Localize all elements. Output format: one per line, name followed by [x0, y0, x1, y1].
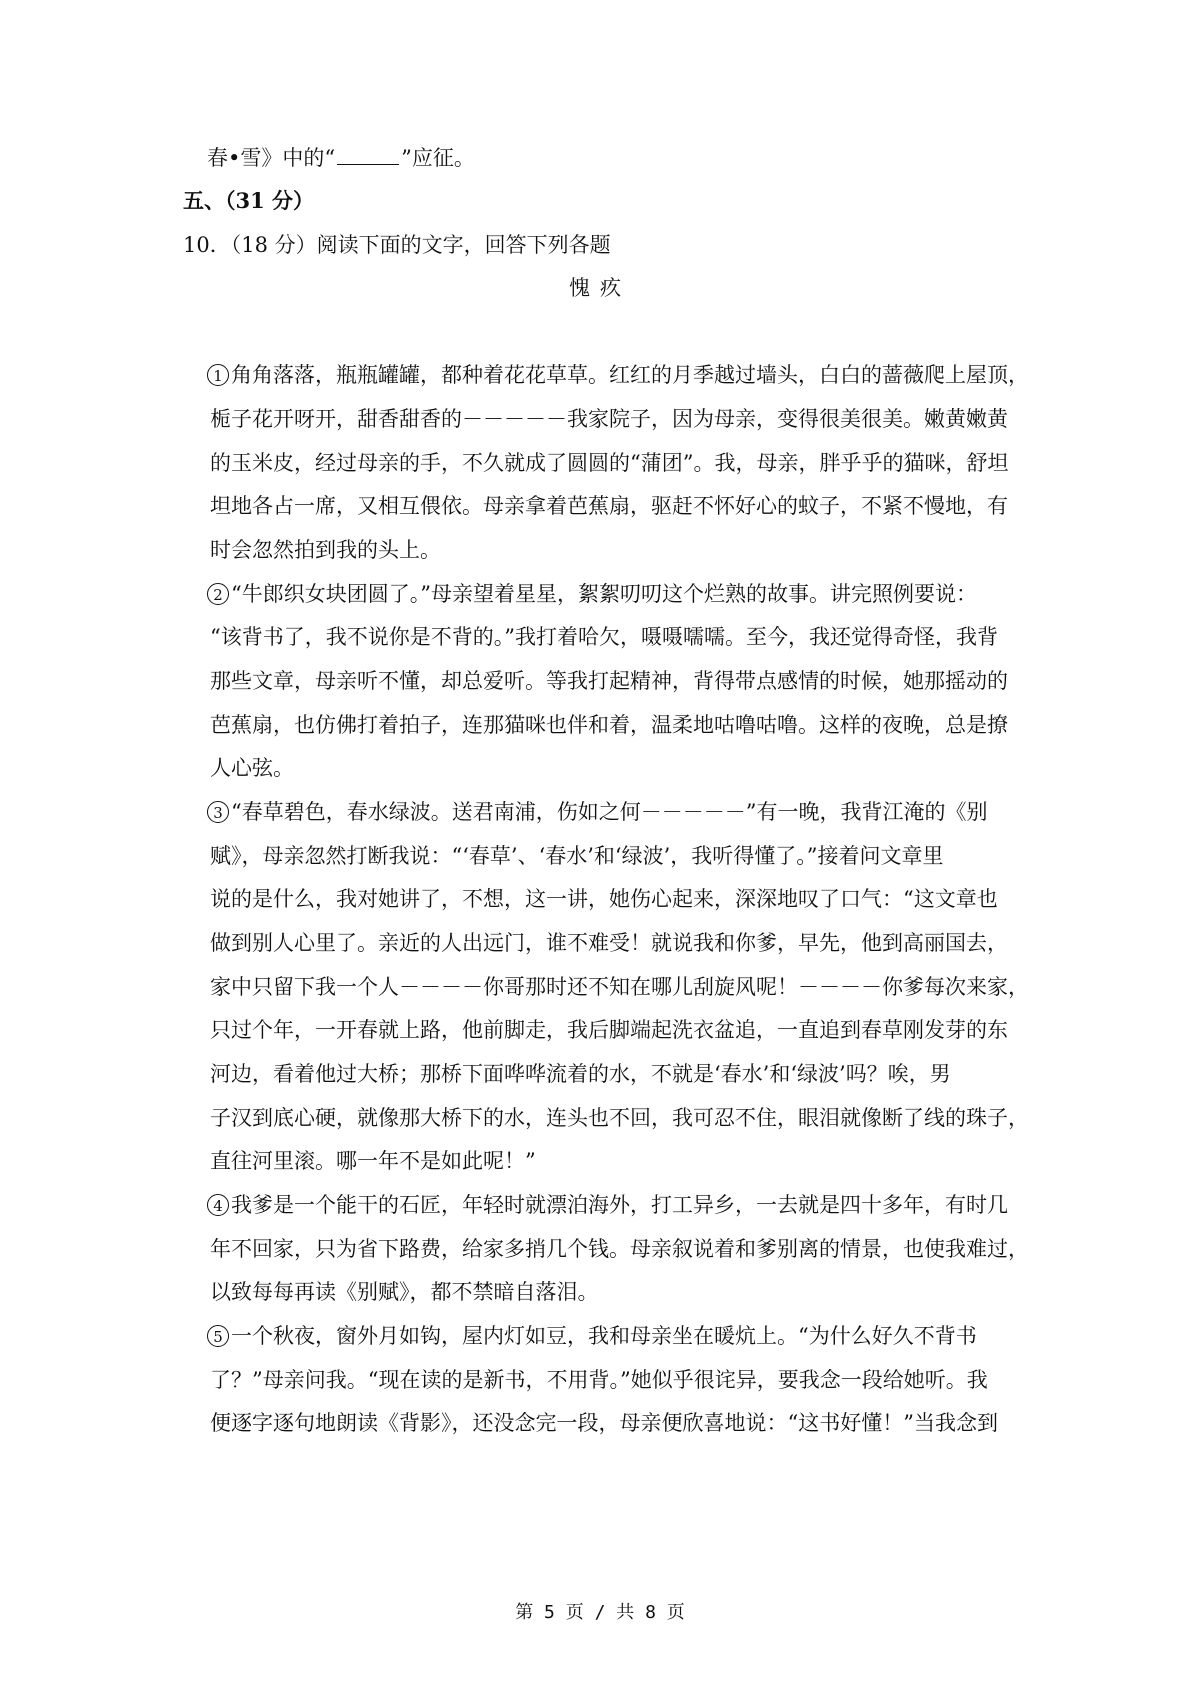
paragraph-line: 子汉到底心硬，就像那大桥下的水，连头也不回，我可忍不住，眼泪就像断了线的珠子，	[210, 1106, 1029, 1130]
paragraph-number: 1	[207, 364, 229, 386]
top-line	[207, 144, 475, 172]
paragraph-number: 2	[207, 583, 229, 605]
paragraph-line: “该背书了，我不说你是不背的。”我打着哈欠，嗫嗫嚅嚅。至今，我还觉得奇怪，我背	[210, 625, 998, 649]
paragraph-line: 那些文章，母亲听不懂，却总爱听。等我打起精神，背得带点感情的时候，她那摇动的	[210, 669, 1008, 693]
paragraph-line: 人心弦。	[210, 756, 294, 780]
paragraph-line: 芭蕉扇，也仿佛打着拍子，连那猫咪也伴和着，温柔地咕噜咕噜。这样的夜晚，总是撩	[210, 713, 1008, 737]
paragraph-line: 河边，看着他过大桥；那桥下面哗哗流着的水，不就是‘春水’和‘绿波’吗？唉，男	[210, 1062, 951, 1086]
paragraph-line: 赋》，母亲忽然打断我说：“‘春草’、‘春水’和‘绿波’，我听得懂了。”接着问文章里	[210, 844, 944, 868]
paragraph-line: 做到别人心里了。亲近的人出远门，谁不难受！就说我和你爹，早先，他到高丽国去，	[210, 931, 1008, 955]
paragraph-line-text: “牛郎织女块团圆了。”母亲望着星星，絮絮叨叨这个烂熟的故事。讲完照例要说：	[231, 582, 977, 606]
paragraph-line: 只过个年，一开春就上路，他前脚走，我后脚端起洗衣盆追，一直追到春草刚发芽的东	[210, 1018, 1008, 1042]
paragraph-number: 3	[207, 801, 229, 823]
paragraph-line: 年不回家，只为省下路费，给家多捎几个钱。母亲叙说着和爹别离的情景，也使我难过，	[210, 1237, 1029, 1261]
paragraph-line: 的玉米皮，经过母亲的手，不久就成了圆圆的“蒲团”。我，母亲，胖乎乎的猫咪，舒坦	[210, 451, 1009, 475]
answer-blank	[337, 146, 399, 165]
paragraph-number: 5	[207, 1325, 229, 1347]
paragraph-number: 4	[207, 1194, 229, 1216]
paragraph-line: 坦地各占一席，又相互偎依。母亲拿着芭蕉扇，驱赶不怀好心的蚊子，不紧不慢地，有	[210, 494, 1008, 518]
paragraph-line	[207, 1322, 977, 1350]
paragraph-line	[207, 580, 977, 608]
paragraph-line: 栀子花开呀开，甜香甜香的－－－－－我家院子，因为母亲，变得很美很美。嫩黄嫩黄	[210, 407, 1008, 431]
paragraph-line-text: 我爹是一个能干的石匠，年轻时就漂泊海外，打工异乡，一去就是四十多年，有时几	[231, 1193, 1008, 1217]
paragraph-line: 以致每每再读《别赋》，都不禁暗自落泪。	[210, 1280, 599, 1304]
paragraph-line: 便逐字逐句地朗读《背影》，还没念完一段，母亲便欣喜地说：“这书好懂！”当我念到	[210, 1411, 998, 1435]
paragraph-line: 直往河里滚。哪一年不是如此呢！”	[210, 1149, 536, 1173]
paragraph-line-text: 角角落落，瓶瓶罐罐，都种着花花草草。红红的月季越过墙头，白白的蔷薇爬上屋顶，	[231, 363, 1029, 387]
passage-title: 愧疚	[569, 276, 631, 300]
paragraph-line: 了？”母亲问我。“现在读的是新书，不用背。”她似乎很诧异，要我念一段给她听。我	[210, 1368, 988, 1392]
paragraph-line	[207, 361, 1029, 389]
paragraph-line-text: 一个秋夜，窗外月如钩，屋内灯如豆，我和母亲坐在暖炕上。“为什么好久不背书	[231, 1324, 977, 1348]
paragraph-line-text: “春草碧色，春水绿波。送君南浦，伤如之何－－－－－”有一晚，我背江淹的《别	[231, 800, 988, 824]
page-footer: 第 5 页 / 共 8 页	[515, 1602, 685, 1623]
question-prompt: 10．（18 分）阅读下面的文字，回答下列各题	[183, 233, 611, 257]
paragraph-line	[207, 1191, 1008, 1219]
paragraph-line: 家中只留下我一个人－－－－你哥那时还不知在哪儿刮旋风呢！－－－－你爹每次来家，	[210, 975, 1029, 999]
paragraph-line: 说的是什么，我对她讲了，不想，这一讲，她伤心起来，深深地叹了口气：“这文章也	[210, 887, 998, 911]
paragraph-line: 时会忽然拍到我的头上。	[210, 538, 441, 562]
top-line-after: ”应征。	[401, 146, 475, 170]
top-line-before: 春•雪》中的“	[207, 146, 336, 170]
paragraph-line	[207, 798, 987, 826]
section-heading: 五、（31 分）	[183, 188, 315, 213]
